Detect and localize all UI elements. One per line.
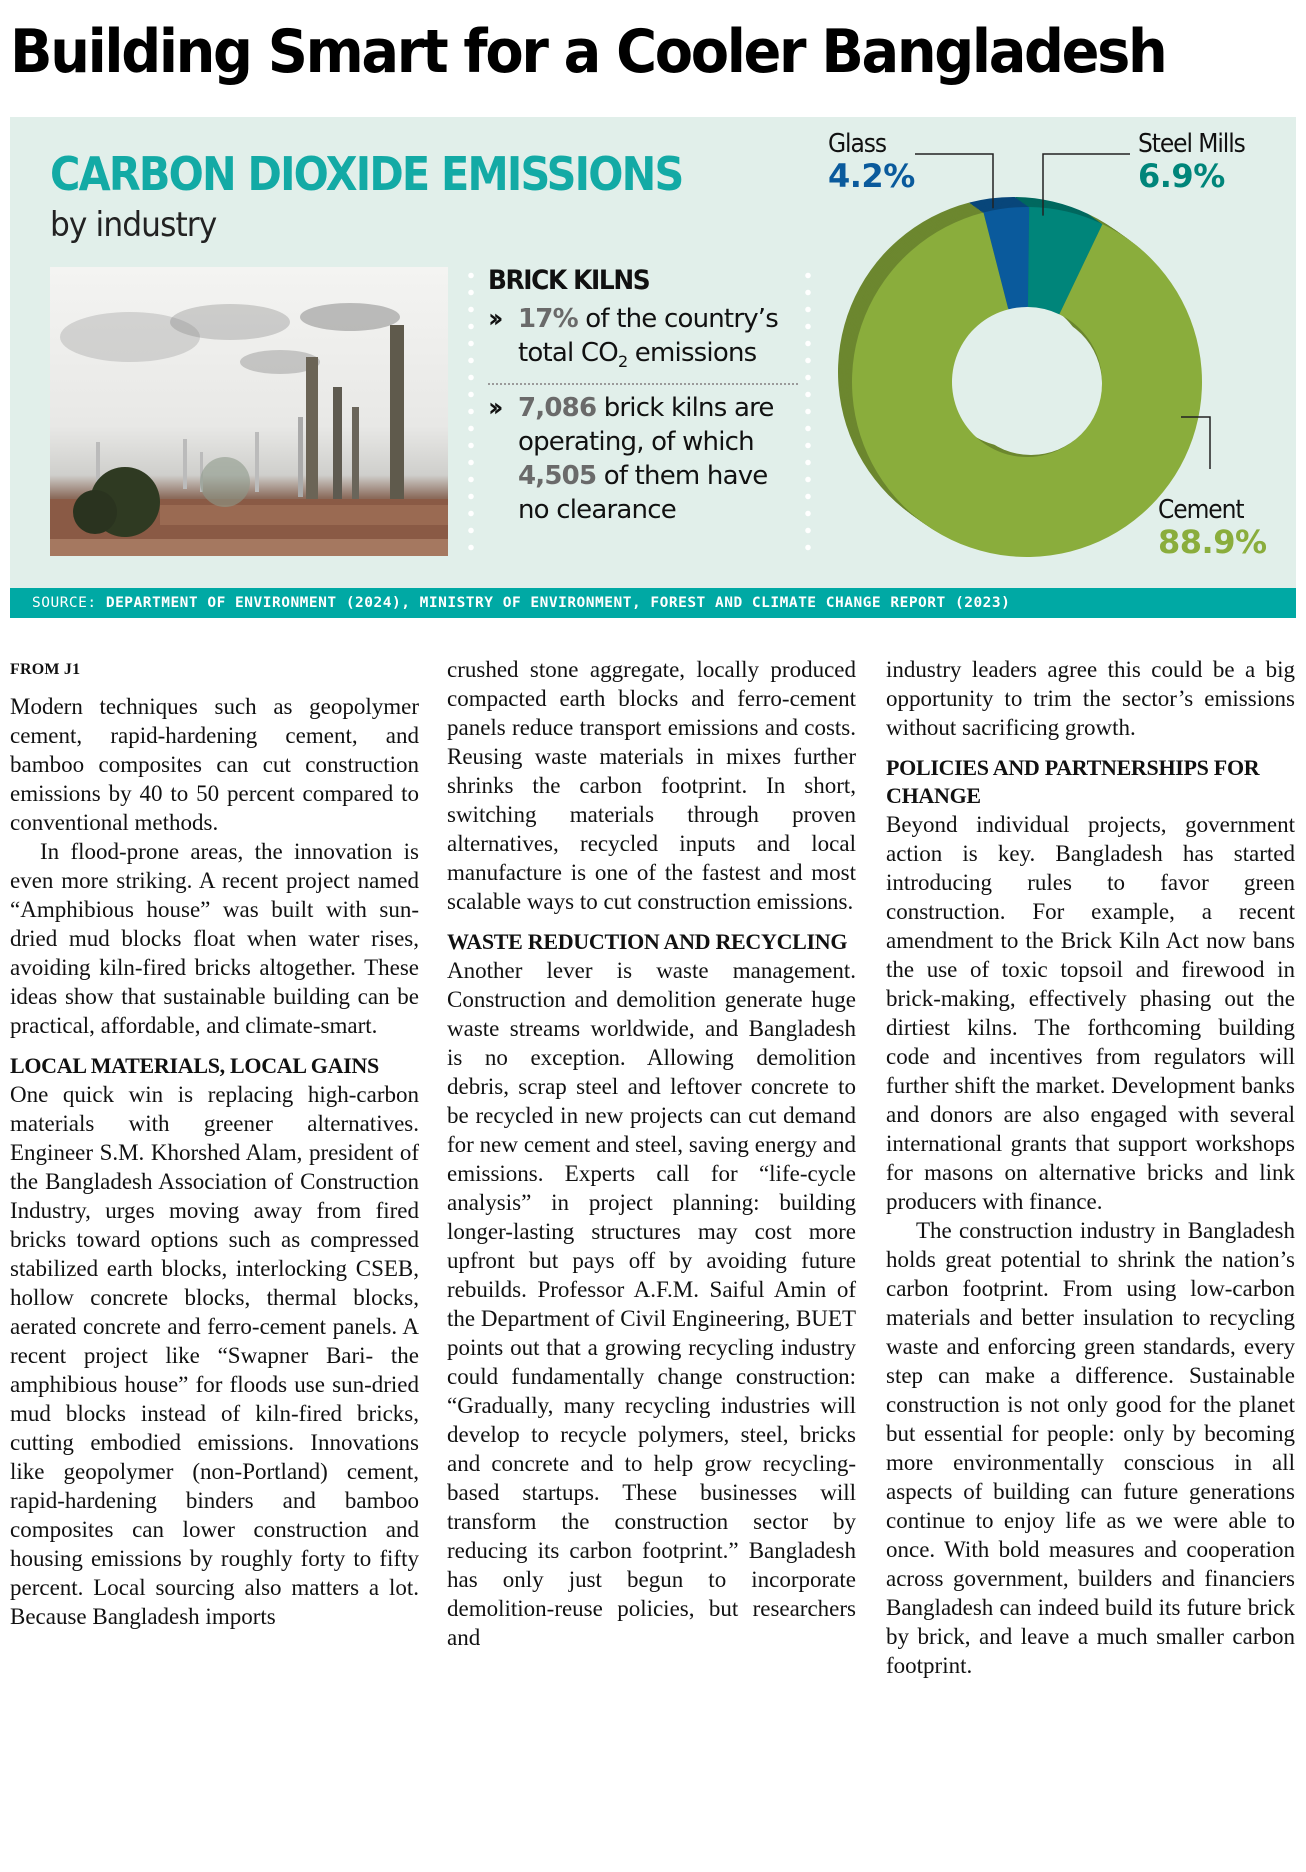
fact-text: emissions	[627, 338, 757, 368]
legend-steel-mills	[1138, 129, 1257, 193]
source-label: SOURCE:	[32, 595, 106, 611]
continued-from: FROM J1	[10, 661, 81, 678]
slice-label-steel-mills: Steel Mills	[1138, 129, 1245, 159]
slice-label-glass: Glass	[828, 129, 886, 159]
fact-emissions-share	[488, 302, 798, 379]
infographic-panel	[10, 117, 1296, 588]
paragraph: One quick win is replacing high-carbon materials with greener alternatives. Engineer S.M. Khorshed Alam, president of the Bangladesh Association of Construction Industry, urges moving away from fired bricks toward options such as compressed stabilized earth blocks, interlocking CSEB, hollow concrete blocks, thermal blocks, aerated concrete and ferro-cement panels. A recent project like “Swapner Bari- the amphibious house” for floods use sun-dried mud blocks instead of kiln-fired bricks, cutting embodied emissions. Innovations like geopolymer (non-Portland) cement, rapid-hardening binders and bamboo composites can lower construction and housing emissions by roughly forty to fifty percent. Local sourcing also matters a lot. Because Bangladesh imports	[10, 1082, 419, 1629]
kiln-count: 7,086	[518, 393, 597, 424]
kilns-no-clearance: 4,505	[518, 461, 597, 492]
infographic-title: CARBON DIOXIDE EMISSIONS	[50, 147, 683, 201]
emissions-donut-chart	[790, 117, 1296, 588]
legend-cement	[1158, 495, 1267, 559]
article-column-1	[10, 656, 419, 1631]
paragraph: Modern techniques such as geopolymer cement, rapid-hardening cement, and bamboo composites can cut construction emissions by 40 to 50 percent compared to conventional methods.	[10, 694, 419, 835]
brick-kilns-title: BRICK KILNS	[488, 265, 650, 296]
double-chevron-icon: ››	[488, 393, 498, 424]
brick-kiln-photo	[50, 267, 448, 556]
dotted-separator	[488, 383, 798, 385]
slice-label-cement: Cement	[1158, 495, 1244, 525]
infographic-subtitle: by industry	[50, 205, 217, 245]
donut-hole	[960, 313, 1102, 455]
headline: Building Smart for a Cooler Bangladesh	[10, 17, 1166, 87]
fact-text: of them have no clearance	[518, 461, 768, 526]
subheading-waste-reduction: WASTE REDUCTION AND RECYCLING	[447, 929, 848, 954]
paragraph: crushed stone aggregate, locally produced compacted earth blocks and ferro-cement panels reduce transport emissions and costs. Reusing waste materials in mixes further shrinks the carbon footprint. In short, switching materials through proven alternatives, recycled inputs and local manufacture is one of the fastest and most scalable ways to cut construction emissions.	[447, 657, 856, 914]
dotted-divider-left	[468, 267, 474, 557]
subheading-policies: POLICIES AND PARTNERSHIPS FOR CHANGE	[886, 755, 1260, 808]
subheading-local-materials: LOCAL MATERIALS, LOCAL GAINS	[10, 1053, 379, 1078]
source-bar	[10, 588, 1296, 618]
fact-text: of the country’s total CO	[518, 304, 779, 368]
paragraph: industry leaders agree this could be a big opportunity to trim the sector’s emissions without sacrificing growth.	[886, 657, 1295, 740]
fact-text: brick kilns are operating, of which	[518, 393, 774, 458]
fact-kiln-count	[488, 391, 798, 527]
brick-kilns-box	[488, 265, 798, 527]
paragraph: The construction industry in Bangladesh holds great potential to shrink the nation’s carbon footprint. From using low-carbon materials and better insulation to recycling waste and enforcing green standards, every step can make a difference. Sustainable construction is not only good for the planet but essential for people: only by becoming more environmentally conscious in all aspects of building can future generations continue to enjoy life as we were able to once. With bold measures and cooperation across government, builders and financiers Bangladesh can indeed build its future brick by brick, and leave a much smaller carbon footprint.	[886, 1218, 1295, 1678]
subscript-2: 2	[617, 352, 628, 372]
article-column-2	[447, 655, 856, 1652]
slice-value-glass: 4.2%	[828, 157, 915, 195]
slice-value-cement: 88.9%	[1158, 523, 1267, 561]
paragraph: Another lever is waste management. Construction and demolition generate huge waste streams worldwide, and Bangladesh is no exception. Allowing demolition debris, scrap steel and leftover concrete to be recycled in new projects can cut demand for new cement and steel, saving energy and emissions. Experts call for “life-cycle analysis” in project planning: building longer-lasting structures may cost more upfront but pays off by avoiding future rebuilds. Professor A.F.M. Saiful Amin of the Department of Civil Engineering, BUET points out that a growing recycling industry could fundamentally change construction: “Gradually, many recycling industries will develop to recycle polymers, steel, bricks and concrete and to help grow recycling-based startups. These businesses will transform the construction sector by reducing its carbon footprint.” Bangladesh has only just begun to incorporate demolition-reuse policies, but researchers and	[447, 958, 856, 1650]
legend-glass	[828, 129, 915, 193]
slice-value-steel-mills: 6.9%	[1138, 157, 1225, 195]
paragraph: In flood-prone areas, the innovation is even more striking. A recent project named “Amphibious house” was built with sun-dried mud blocks float when water rises, avoiding kiln-fired bricks altogether. These ideas show that sustainable building can be practical, affordable, and climate-smart.	[10, 839, 419, 1038]
fact-percent: 17%	[518, 304, 578, 334]
brick-kiln-photo-illustration	[50, 267, 448, 556]
source-text: DEPARTMENT OF ENVIRONMENT (2024), MINISTRY OF ENVIRONMENT, FOREST AND CLIMATE CHANGE REPORT (2023)	[105, 595, 1011, 611]
paragraph: Beyond individual projects, government action is key. Bangladesh has started introducing rules to favor green construction. For example, a recent amendment to the Brick Kiln Act now bans the use of toxic topsoil and firewood in brick-making, effectively phasing out the dirtiest kilns. The forthcoming building code and incentives from regulators will further shift the market. Development banks and donors are also engaged with several international grants that support workshops for masons on alternative bricks and link producers with finance.	[886, 812, 1295, 1214]
double-chevron-icon: ››	[488, 304, 498, 334]
article-column-3	[886, 655, 1295, 1680]
